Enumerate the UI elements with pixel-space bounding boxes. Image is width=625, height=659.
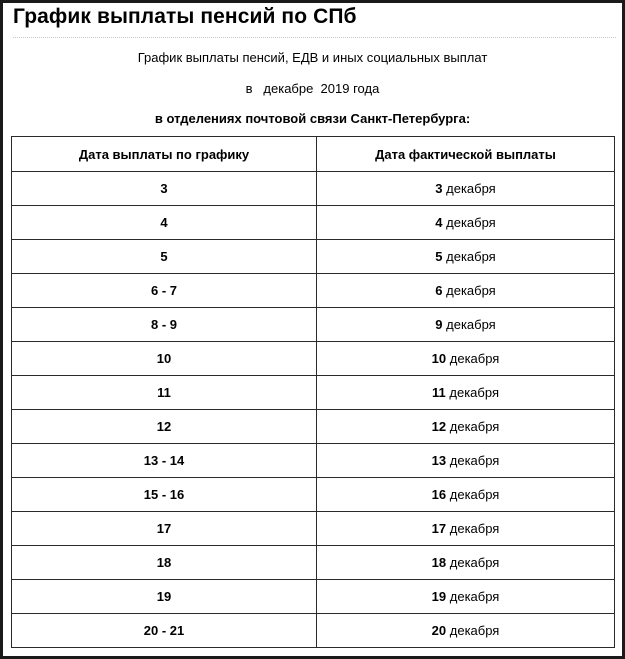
actual-day: 18 [431,555,447,570]
scheduled-date-cell: 18 [12,546,317,580]
subtitle-line-3: в отделениях почтовой связи Санкт-Петербурга: [154,111,471,126]
actual-month: декабря [446,215,496,230]
actual-date-cell [317,342,615,376]
actual-month: декабря [449,623,500,638]
table-row [12,342,615,376]
header-scheduled-date: Дата выплаты по графику [12,137,317,172]
table-row [12,308,615,342]
table-row [12,478,615,512]
subtitle-line-2: в декабре 2019 года [245,81,380,96]
actual-month: декабря [449,419,500,434]
page-title: График выплаты пенсий по СПб [13,5,357,28]
actual-day: 5 [435,249,443,264]
actual-date-cell [317,376,615,410]
scheduled-date-cell: 4 [12,206,317,240]
actual-day: 10 [431,351,447,366]
actual-date-cell [317,172,615,206]
actual-month: декабря [446,181,496,196]
actual-date-cell [317,614,615,648]
actual-day: 6 [435,283,443,298]
table-row [12,410,615,444]
actual-day: 4 [435,215,443,230]
actual-date-cell [317,308,615,342]
table-row [12,580,615,614]
actual-month: декабря [446,317,496,332]
subtitle-line-1: График выплаты пенсий, ЕДВ и иных социальных выплат [137,50,488,65]
actual-month: декабря [449,555,500,570]
actual-date-cell [317,274,615,308]
scheduled-date-cell: 19 [12,580,317,614]
table-row [12,614,615,648]
actual-day: 17 [431,521,447,536]
actual-month: декабря [449,521,500,536]
scheduled-date-cell: 20 - 21 [12,614,317,648]
actual-month: декабря [449,385,499,400]
table-header-row [12,137,615,172]
actual-day: 19 [431,589,447,604]
actual-date-cell [317,478,615,512]
scheduled-date-cell: 17 [12,512,317,546]
table-row [12,274,615,308]
actual-date-cell [317,444,615,478]
table-row [12,376,615,410]
scheduled-date-cell: 5 [12,240,317,274]
actual-day: 13 [431,453,447,468]
scheduled-date-cell: 15 - 16 [12,478,317,512]
actual-day: 11 [432,385,446,400]
actual-day: 9 [435,317,443,332]
table-row [12,172,615,206]
actual-date-cell [317,546,615,580]
actual-month: декабря [449,453,500,468]
table-row [12,546,615,580]
scheduled-date-cell: 10 [12,342,317,376]
actual-day: 12 [431,419,447,434]
title-divider [13,37,616,38]
actual-day: 16 [431,487,447,502]
table-row [12,240,615,274]
actual-date-cell [317,240,615,274]
actual-date-cell [317,206,615,240]
actual-month: декабря [449,589,500,604]
table-row [12,444,615,478]
actual-month: декабря [449,351,500,366]
actual-date-cell [317,512,615,546]
actual-month: декабря [446,249,496,264]
header-actual-date: Дата фактической выплаты [317,137,615,172]
scheduled-date-cell: 13 - 14 [12,444,317,478]
actual-day: 3 [435,181,443,196]
payment-schedule-table [11,136,615,648]
scheduled-date-cell: 6 - 7 [12,274,317,308]
table-body [12,172,615,648]
scheduled-date-cell: 12 [12,410,317,444]
table-row [12,206,615,240]
scheduled-date-cell: 11 [12,376,317,410]
actual-date-cell [317,410,615,444]
scheduled-date-cell: 3 [12,172,317,206]
actual-month: декабря [449,487,500,502]
actual-month: декабря [446,283,496,298]
scheduled-date-cell: 8 - 9 [12,308,317,342]
actual-day: 20 [431,623,447,638]
actual-date-cell [317,580,615,614]
table-row [12,512,615,546]
